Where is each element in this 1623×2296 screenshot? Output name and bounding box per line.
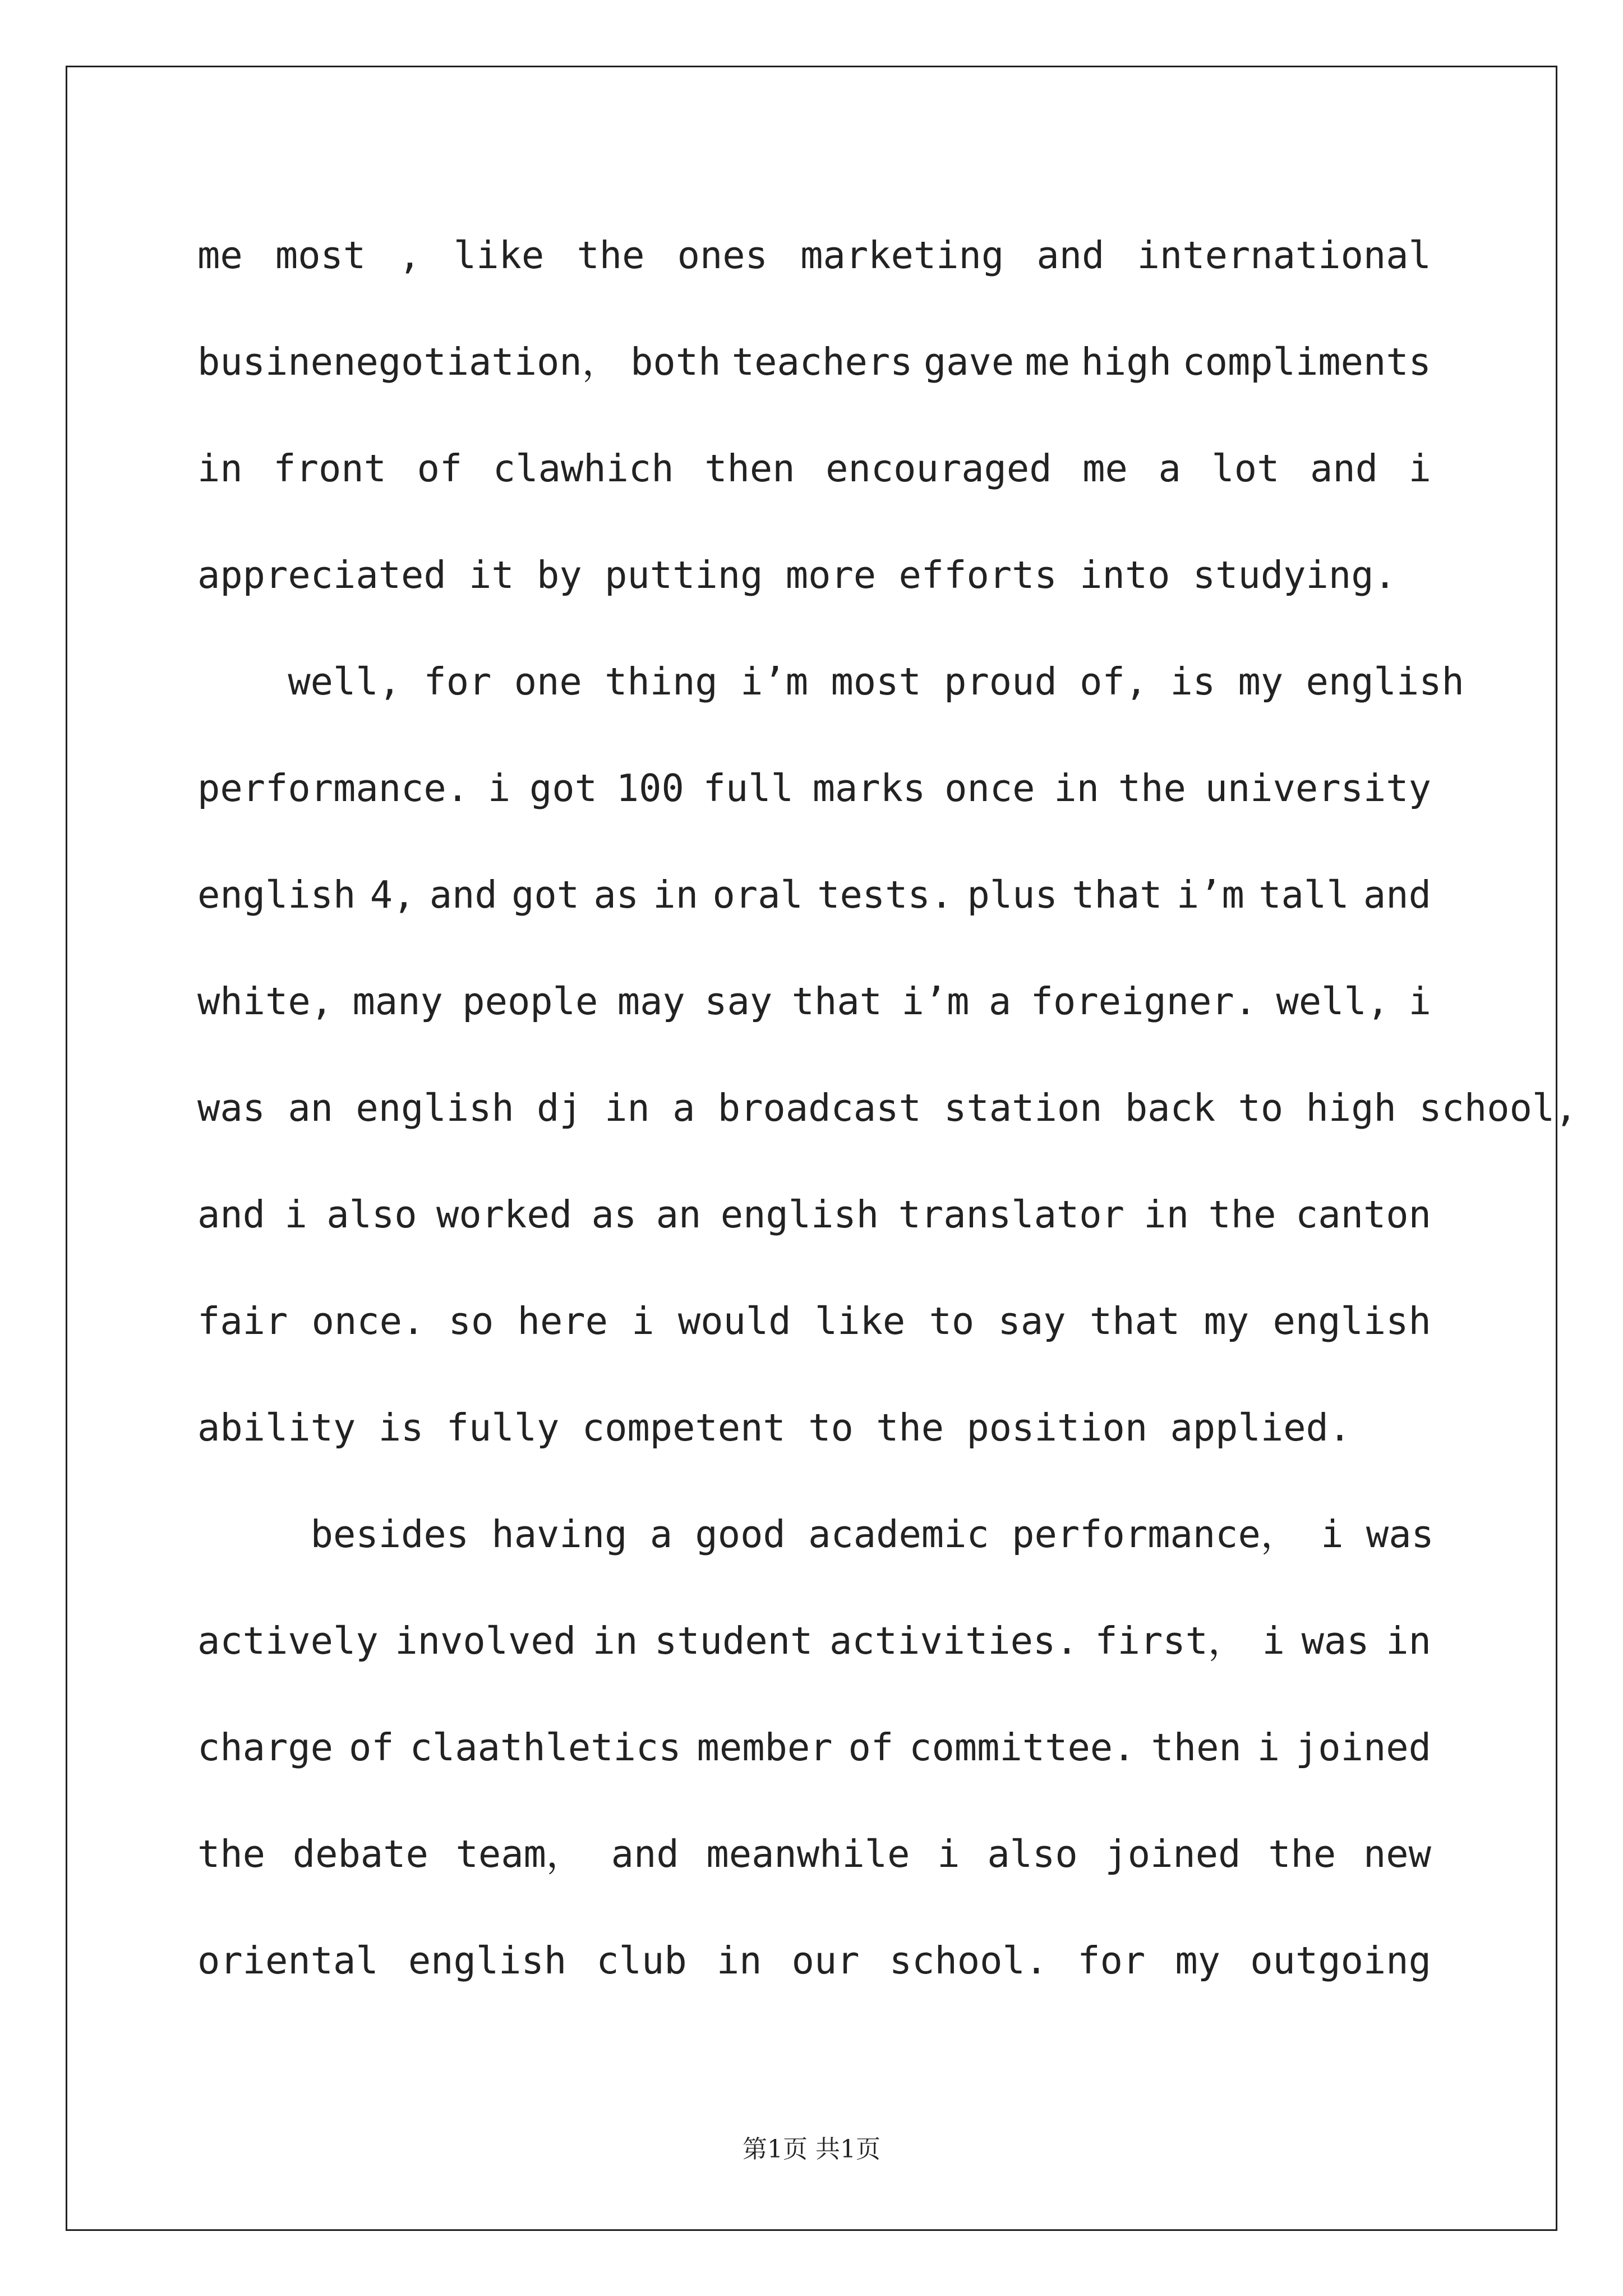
document-body [197, 202, 1578, 2014]
word: like [814, 1299, 906, 1343]
word: got [511, 873, 580, 917]
text-line [197, 735, 1431, 841]
word: i [1408, 447, 1431, 490]
text-line [197, 202, 1431, 309]
word: english [720, 1193, 879, 1236]
word: i [937, 1832, 960, 1876]
word: i [631, 1299, 654, 1343]
word: translator [898, 1193, 1124, 1236]
word: was [1301, 1619, 1370, 1663]
word: to [929, 1299, 975, 1343]
word: and [1310, 447, 1378, 490]
word: our [791, 1939, 860, 1982]
word: of [417, 447, 463, 490]
word: i [1408, 979, 1431, 1023]
word: may [617, 979, 685, 1023]
word: foreigner. [1030, 979, 1257, 1023]
word: people [462, 979, 598, 1023]
word: would [677, 1299, 791, 1343]
word: front [273, 447, 386, 490]
word: first， [1095, 1619, 1246, 1663]
word: in [1386, 1619, 1431, 1663]
text-line [197, 841, 1431, 948]
word: joined [1295, 1726, 1431, 1769]
word: that [791, 979, 882, 1023]
word: me [1025, 340, 1071, 384]
word: of [848, 1726, 894, 1769]
word: tests. [817, 873, 953, 917]
word: performance. [197, 766, 469, 810]
text-line [197, 1907, 1431, 2014]
word: as [593, 873, 639, 917]
word: once [944, 766, 1035, 810]
word: in [1144, 1193, 1189, 1236]
word: a [1158, 447, 1181, 490]
word: and [197, 1193, 266, 1236]
word: new [1363, 1832, 1431, 1876]
word: say [998, 1299, 1066, 1343]
word: that [1089, 1299, 1181, 1343]
word: in [653, 873, 699, 917]
word: outgoing [1250, 1939, 1431, 1982]
word: the [1268, 1832, 1336, 1876]
text-line [197, 415, 1431, 522]
word: university [1205, 766, 1431, 810]
word: marketing [800, 233, 1004, 277]
word: an [656, 1193, 702, 1236]
word: fair [197, 1299, 288, 1343]
word: the [197, 1832, 266, 1876]
word: so [448, 1299, 494, 1343]
word: plus [967, 873, 1058, 917]
word: then [1151, 1726, 1242, 1769]
word: 4, [370, 873, 416, 917]
word: say [704, 979, 773, 1023]
word: me [1082, 447, 1128, 490]
word: of [348, 1726, 394, 1769]
word: then [704, 447, 795, 490]
word: actively [197, 1619, 379, 1663]
word: like [453, 233, 545, 277]
text-line: appreciated it by putting more efforts into studying. [197, 553, 1396, 597]
word: i [1257, 1726, 1280, 1769]
word: and [611, 1832, 679, 1876]
word: encouraged [826, 447, 1052, 490]
word: i [284, 1193, 307, 1236]
word: marks [812, 766, 926, 810]
word: in [716, 1939, 762, 1982]
word: the [577, 233, 645, 277]
word: lot [1211, 447, 1280, 490]
word: and [429, 873, 497, 917]
word: , [398, 233, 421, 277]
word: for [1077, 1939, 1146, 1982]
word: as [591, 1193, 637, 1236]
word: english [197, 873, 356, 917]
text-line [197, 1268, 1431, 1374]
word: white, [197, 979, 334, 1023]
text-line [197, 1694, 1431, 1801]
word: my [1175, 1939, 1221, 1982]
text-line [197, 1161, 1431, 1268]
word: tall [1258, 873, 1349, 917]
word: meanwhile [706, 1832, 910, 1876]
word: in [197, 447, 243, 490]
text-line [197, 309, 1431, 415]
word: member [697, 1726, 833, 1769]
word: clawhich [492, 447, 674, 490]
word: and [1363, 873, 1431, 917]
word: i [487, 766, 511, 810]
text-line [197, 1801, 1431, 1907]
word: in [1054, 766, 1099, 810]
text-line: besides having a good academic performance， i was [197, 1512, 1434, 1556]
page-number-label: 第1页 共1页 [743, 2135, 880, 2164]
text-line [197, 948, 1431, 1055]
word: committee. [909, 1726, 1136, 1769]
word: my [1204, 1299, 1249, 1343]
word: got [529, 766, 597, 810]
word: canton [1295, 1193, 1431, 1236]
word: oral [712, 873, 803, 917]
word: claathletics [409, 1726, 681, 1769]
word: once. [311, 1299, 425, 1343]
word: me [197, 233, 243, 277]
word: also [987, 1832, 1078, 1876]
word: a [988, 979, 1012, 1023]
word: in [592, 1619, 638, 1663]
word: teachers [731, 340, 913, 384]
word: high [1081, 340, 1172, 384]
word: many [352, 979, 443, 1023]
word: that [1072, 873, 1163, 917]
word: here [517, 1299, 608, 1343]
word: activities. [829, 1619, 1078, 1663]
word: worked [436, 1193, 573, 1236]
word: and [1036, 233, 1105, 277]
word: the [1118, 766, 1186, 810]
word: team， [455, 1832, 584, 1876]
word: the [1208, 1193, 1276, 1236]
word: i [1262, 1619, 1285, 1663]
word: student [654, 1619, 813, 1663]
word: both [630, 340, 721, 384]
word: full [703, 766, 794, 810]
word: school. [889, 1939, 1048, 1982]
word: english [408, 1939, 567, 1982]
word: compliments [1182, 340, 1431, 384]
word: most [275, 233, 366, 277]
word: 100 [616, 766, 684, 810]
word: charge [197, 1726, 334, 1769]
word: international [1137, 233, 1431, 277]
word: club [596, 1939, 687, 1982]
word: ones [677, 233, 768, 277]
word: debate [292, 1832, 428, 1876]
word: i’m [901, 979, 970, 1023]
text-line: ability is fully competent to the position applied. [197, 1406, 1352, 1450]
word: also [326, 1193, 417, 1236]
word: involved [395, 1619, 577, 1663]
word: gave [923, 340, 1015, 384]
word: businenegotiation， [197, 340, 620, 384]
text-line: was an english dj in a broadcast station back to high school, [197, 1086, 1578, 1130]
text-line [197, 1588, 1431, 1694]
word: joined [1105, 1832, 1241, 1876]
word: english [1272, 1299, 1431, 1343]
word: oriental [197, 1939, 379, 1982]
word: i’m [1176, 873, 1244, 917]
word: well, [1276, 979, 1390, 1023]
text-line: well, for one thing i’m most proud of, is my english [197, 660, 1464, 703]
page-footer [0, 2129, 1623, 2165]
